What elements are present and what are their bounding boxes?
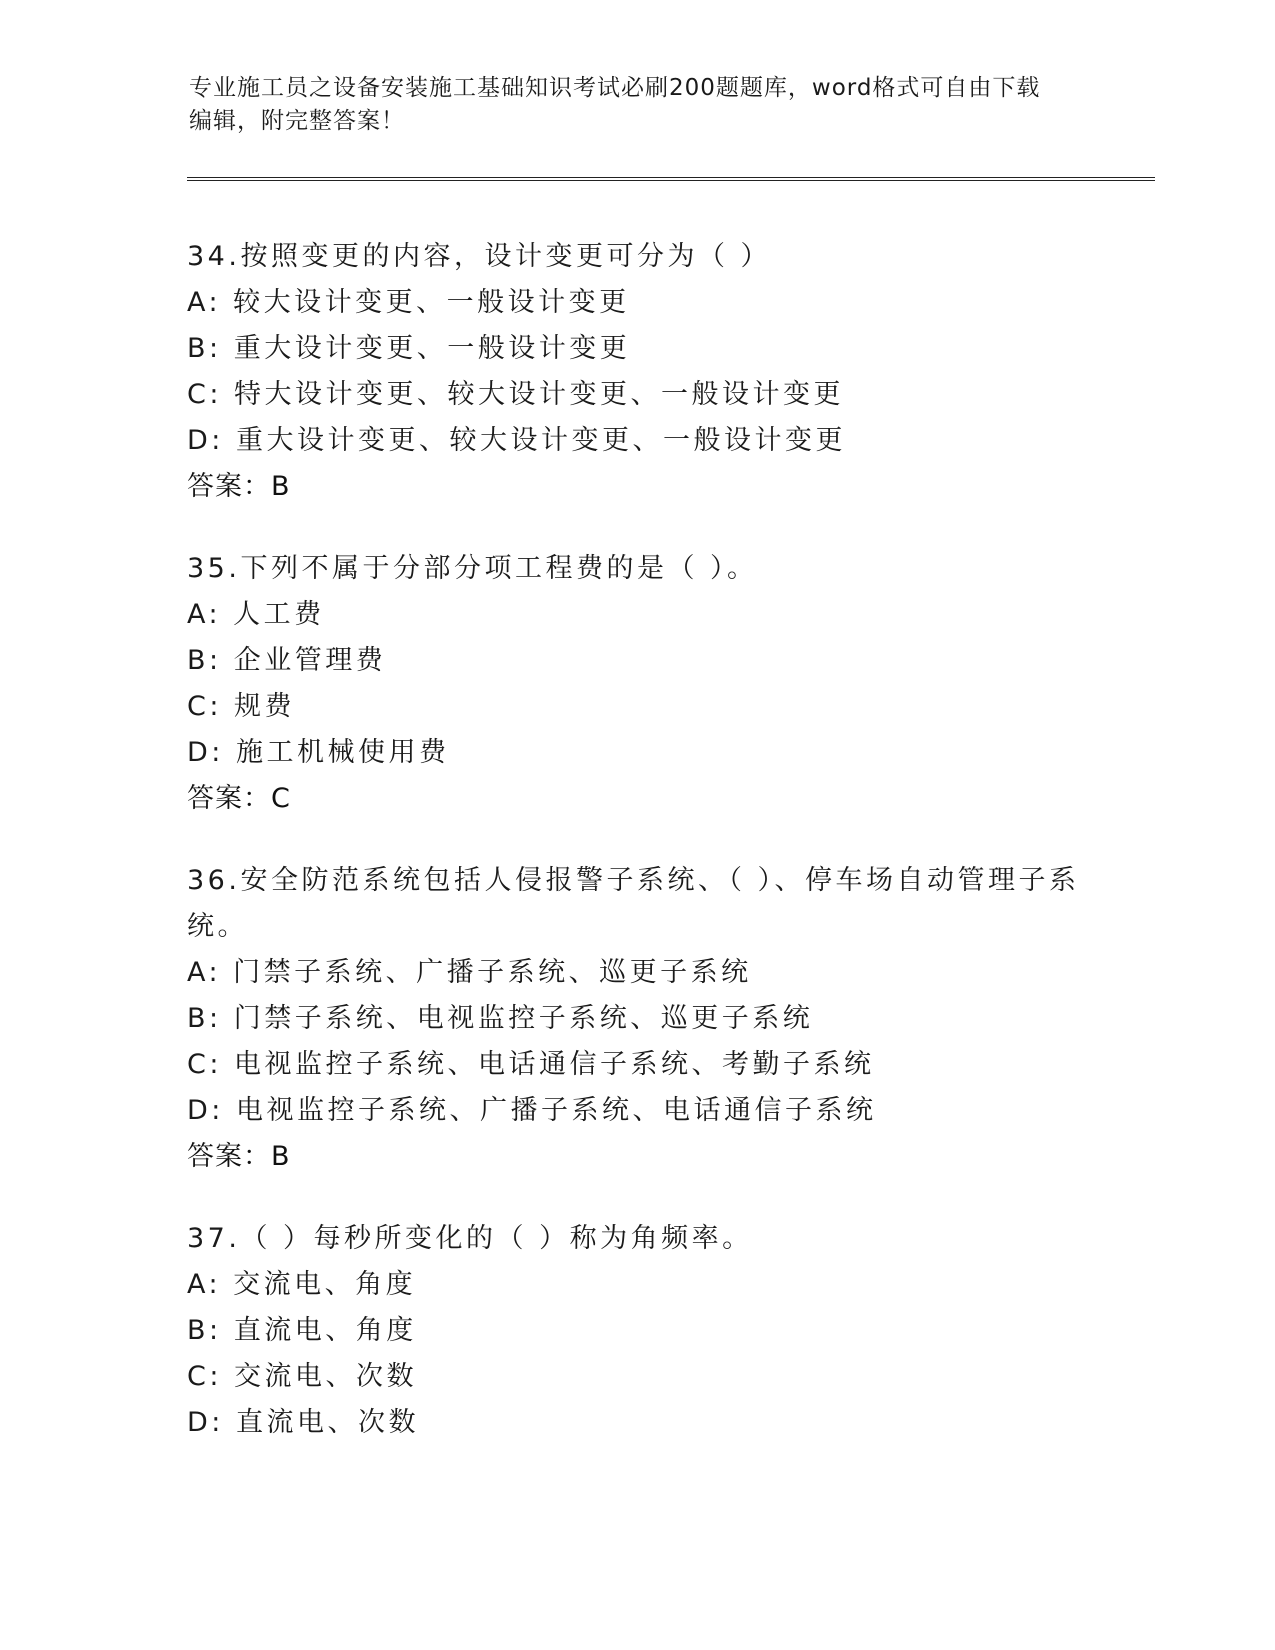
document-header	[189, 72, 1089, 138]
option-a: A: 交流电、角度	[187, 1269, 417, 1300]
option-b: B: 直流电、角度	[187, 1315, 417, 1346]
option-c: C: 电视监控子系统、电话通信子系统、考勤子系统	[187, 1049, 875, 1080]
question-35	[187, 546, 1087, 822]
option-a: A: 较大设计变更、一般设计变更	[187, 287, 630, 318]
option-b: B: 企业管理费	[187, 645, 387, 676]
answer-label: 答案：B	[187, 471, 291, 502]
option-c: C: 规费	[187, 691, 296, 722]
option-d: D: 施工机械使用费	[187, 737, 450, 768]
question-34	[187, 234, 1087, 510]
option-d: D: 电视监控子系统、广播子系统、电话通信子系统	[187, 1095, 877, 1126]
header-title-line1: 专业施工员之设备安装施工基础知识考试必刷200题题库，word格式可自由下载	[189, 75, 1041, 101]
option-a: A: 门禁子系统、广播子系统、巡更子系统	[187, 957, 752, 988]
question-36	[187, 858, 1087, 1180]
question-stem: 36.安全防范系统包括人侵报警子系统、（ ）、停车场自动管理子系统。	[187, 865, 1080, 942]
option-b: B: 门禁子系统、电视监控子系统、巡更子系统	[187, 1003, 814, 1034]
option-c: C: 特大设计变更、较大设计变更、一般设计变更	[187, 379, 845, 410]
question-list	[187, 234, 1087, 1482]
question-stem: 37.（ ）每秒所变化的（ ）称为角频率。	[187, 1223, 753, 1254]
option-b: B: 重大设计变更、一般设计变更	[187, 333, 631, 364]
question-stem: 35.下列不属于分部分项工程费的是（ ）。	[187, 553, 758, 584]
option-c: C: 交流电、次数	[187, 1361, 418, 1392]
answer-label: 答案：C	[187, 783, 291, 814]
question-stem: 34.按照变更的内容，设计变更可分为（ ）	[187, 241, 772, 272]
header-divider	[187, 177, 1155, 181]
option-d: D: 重大设计变更、较大设计变更、一般设计变更	[187, 425, 846, 456]
answer-label: 答案：B	[187, 1141, 291, 1172]
question-37	[187, 1216, 1087, 1446]
header-title-line2: 编辑，附完整答案！	[189, 108, 405, 134]
option-d: D: 直流电、次数	[187, 1407, 419, 1438]
option-a: A: 人工费	[187, 599, 325, 630]
